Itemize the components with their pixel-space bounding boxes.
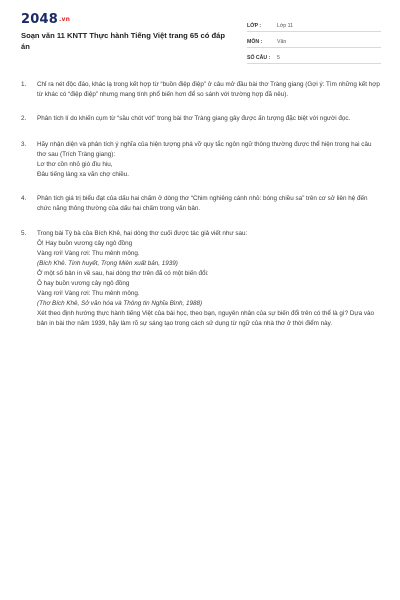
meta-info xyxy=(247,16,381,64)
question-text: Trong bài Tỳ bà của Bích Khê, hai dòng thơ cuối được tác giả viết như sau: xyxy=(37,230,248,237)
question-item xyxy=(21,194,381,214)
question-item xyxy=(21,140,381,180)
question-number: 2. xyxy=(21,115,27,122)
question-list xyxy=(21,80,381,329)
meta-value: Lớp 11 xyxy=(277,23,293,29)
poem-line: Ô! Hay buồn vương cây ngô đồng xyxy=(37,240,133,247)
question-item xyxy=(21,229,381,329)
question-number: 1. xyxy=(21,81,27,88)
poem-line: Đâu tiếng làng xa vãn chợ chiều. xyxy=(37,171,129,178)
question-number: 3. xyxy=(21,141,27,148)
logo-text: 2048 xyxy=(21,12,58,27)
question-number: 4. xyxy=(21,195,27,202)
meta-row-subject xyxy=(247,32,381,48)
question-text: Xét theo định hướng thực hành tiếng Việt của bài học, theo bạn, nguyên nhân của sự biến đổi trên có thể là gì? Dựa vào bản in bài thơ năm 1939, hãy làm rõ sự sáng tạo trong cách sử dụng từ ngữ của nhà thơ ở thời điểm này. xyxy=(37,310,375,327)
meta-value: Văn xyxy=(277,39,287,45)
meta-label: LỚP : xyxy=(247,23,262,29)
question-item xyxy=(21,80,381,100)
poem-line: Ô hay buồn vương cây ngô đồng xyxy=(37,280,130,287)
question-text: Ở một số bản in về sau, hai dòng thơ trên đã có một biến đổi: xyxy=(37,270,209,277)
meta-label: MÔN : xyxy=(247,39,263,45)
question-text: Hãy nhận diện và phân tích ý nghĩa của hiện tượng phá vỡ quy tắc ngôn ngữ thông thường được thể hiện trong hai câu thơ sau (Trích Tràng giang): xyxy=(37,141,372,158)
meta-row-count xyxy=(247,48,381,64)
poem-line: Vàng rơi! Vàng rơi: Thu mênh mông. xyxy=(37,290,140,297)
question-item xyxy=(21,114,381,124)
meta-value: 5 xyxy=(277,55,280,61)
worksheet-header xyxy=(21,12,381,64)
logo-suffix: .vn xyxy=(58,16,71,23)
poem-line: Vàng rơi! Vàng rơi: Thu mênh mông. xyxy=(37,250,140,257)
site-logo[interactable] xyxy=(21,12,70,27)
question-number: 5. xyxy=(21,230,27,237)
question-text: Phân tích giá trị biểu đạt của dấu hai chấm ở dòng thơ “Chim nghiêng cánh nhỏ: bóng chiều sa” trên cơ sở liên hệ đến chức năng thông thường của dấu hai chấm trong văn bản. xyxy=(37,195,368,212)
citation: (Bích Khê. Tinh huyết, Trọng Miên xuất bản, 1939) xyxy=(37,260,178,267)
citation: (Thơ Bích Khê, Sở văn hóa và Thông tin Nghĩa Bình, 1988) xyxy=(37,300,203,307)
page-title: Soạn văn 11 KNTT Thực hành Tiếng Việt trang 65 có đáp án xyxy=(21,31,225,51)
poem-line: Lơ thơ cồn nhỏ gió đìu hiu, xyxy=(37,161,113,168)
question-text: Chỉ ra nét độc đáo, khác lạ trong kết hợp từ “buồn điệp điệp” ở câu mở đầu bài thơ Tràng giang (Gợi ý: Tìm những kết hợp từ khác có “điệp điệp” nhưng mang tính phổ biến hơn để so sánh với trường hợp đã nêu). xyxy=(37,81,380,98)
meta-label: SỐ CÂU : xyxy=(247,55,271,61)
question-text: Phân tích lí do khiến cụm từ “sầu chót vót” trong bài thơ Tràng giang gây được ấn tượng đặc biệt với người đọc. xyxy=(37,115,351,122)
meta-row-grade xyxy=(247,16,381,32)
